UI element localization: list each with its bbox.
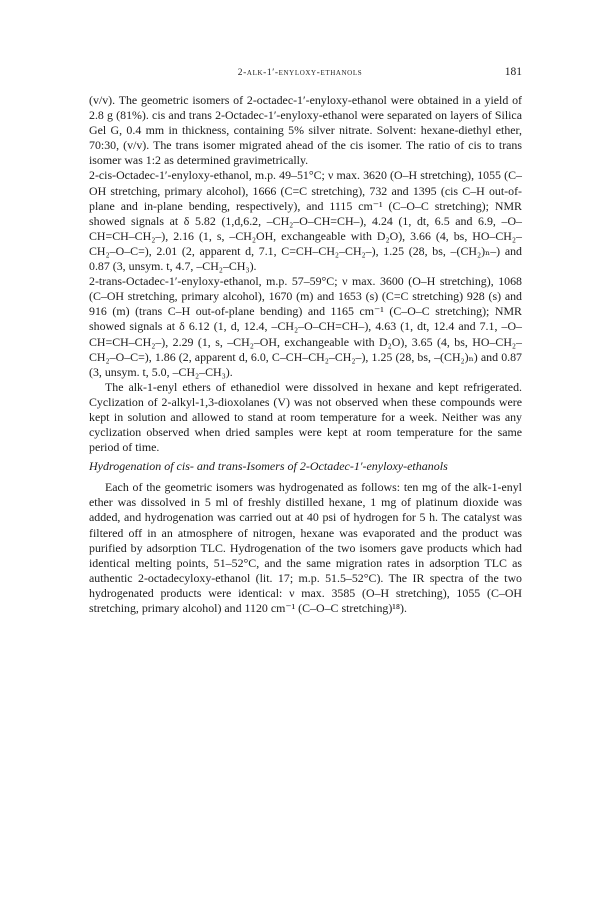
paragraph-cis-isomer-data: 2-cis-Octadec-1′-enyloxy-ethanol, m.p. 49–51°C; ν max. 3620 (O–H stretching), 1055 (C–OH stretching, primary alcohol), 1666 (C=C stretching), 732 and 1395 (cis C–H out-of-plane and in-plane bending, respectively), and 1115 cm⁻¹ (C–O–C stretching); NMR showed signals at δ 5.82 (1,d,6.2, –CH₂–O–CH=CH–), 4.24 (1, dt, 6.5 and 6.9, –O–CH=CH–CH₂–), 2.16 (1, s, –CH₂OH, exchangeable with D₂O), 3.66 (4, bs, HO–CH₂–CH₂–O–C=), 2.01 (2, apparent d, 7.1, C=CH–CH₂–CH₂–), 1.25 (28, bs, –(CH₂)ₙ–) and 0.87 (3, unsym. t, 4.7, –CH₂–CH₃). bbox=[89, 168, 522, 274]
section-heading-hydrogenation: Hydrogenation of cis- and trans-Isomers of 2-Octadec-1′-enyloxy-ethanols bbox=[89, 459, 448, 474]
paragraph-storage-stability: The alk-1-enyl ethers of ethanediol were dissolved in hexane and kept refrigerated. Cyclization of 2-alkyl-1,3-dioxolanes (V) was not observed when these compounds were kept in solution and allowed to stand at room temperature for a week. Neither was any cyclization observed when dried samples were kept at room temperature for the same period of time. bbox=[89, 379, 522, 455]
running-head: 2-alk-1′-enyloxy-ethanols bbox=[237, 68, 363, 78]
paragraph-isomer-separation: (v/v). The geometric isomers of 2-octadec-1′-enyloxy-ethanol were obtained in a yield of 2.8 g (81%). cis and trans 2-Octadec-1′-enyloxy-ethanol were separated on layers of Silica Gel G, 0.4 mm in thickness, containing 5% silver nitrate. Solvent: hexane-diethyl ether, 70:30, (v/v). The trans isomer migrated ahead of the cis isomer. The ratio of cis to trans isomer was 1:2 as determined gravimetrically. bbox=[89, 93, 522, 168]
body-text bbox=[89, 93, 522, 616]
paragraph-trans-isomer-data: 2-trans-Octadec-1′-enyloxy-ethanol, m.p. 57–59°C; ν max. 3600 (O–H stretching), 1068 (C–OH stretching, primary alcohol), 1670 (m) and 1653 (s) (C=C stretching) 928 (s) and 916 (m) (trans C–H out-of-plane bending) and 1165 cm⁻¹ (C–O–C stretching); NMR showed signals at δ 6.12 (1, d, 12.4, –CH₂–O–CH=CH–), 4.63 (1, dt, 12.4 and 7.1, –O–CH=CH–CH₂–), 2.29 (1, s, –CH₂–OH, exchangeable with D₂O), 3.65 (4, bs, HO–CH₂–CH₂–O–C=), 1.86 (2, apparent d, 6.0, C–CH–CH₂–CH₂–), 1.25 (28, bs, –(CH₂)ₙ) and 0.87 (3, unsym. t, 5.0, –CH₂–CH₃). bbox=[89, 274, 522, 379]
page-number: 181 bbox=[504, 66, 522, 78]
paragraph-hydrogenation-method: Each of the geometric isomers was hydrogenated as follows: ten mg of the alk-1-enyl ether was dissolved in 5 ml of freshly distilled hexane, 1 mg of platinum dioxide was added, and hydrogenation was carried out at 40 psi of hydrogen for 5 h. The catalyst was filtered off in an atmosphere of nitrogen, hexane was evaporated and the product was purified by adsorption TLC. Hydrogenation of the two isomers gave products which had identical melting points, 51–52°C, and the same migration rates in adsorption TLC as authentic 2-octadecyloxy-ethanol (lit. 17; m.p. 51.5–52°C). The IR spectra of the two hydrogenated products were identical: ν max. 3585 (O–H stretching), 1055 (C–OH stretching, primary alcohol) and 1120 cm⁻¹ (C–O–C stretching)¹⁸). bbox=[89, 480, 522, 615]
